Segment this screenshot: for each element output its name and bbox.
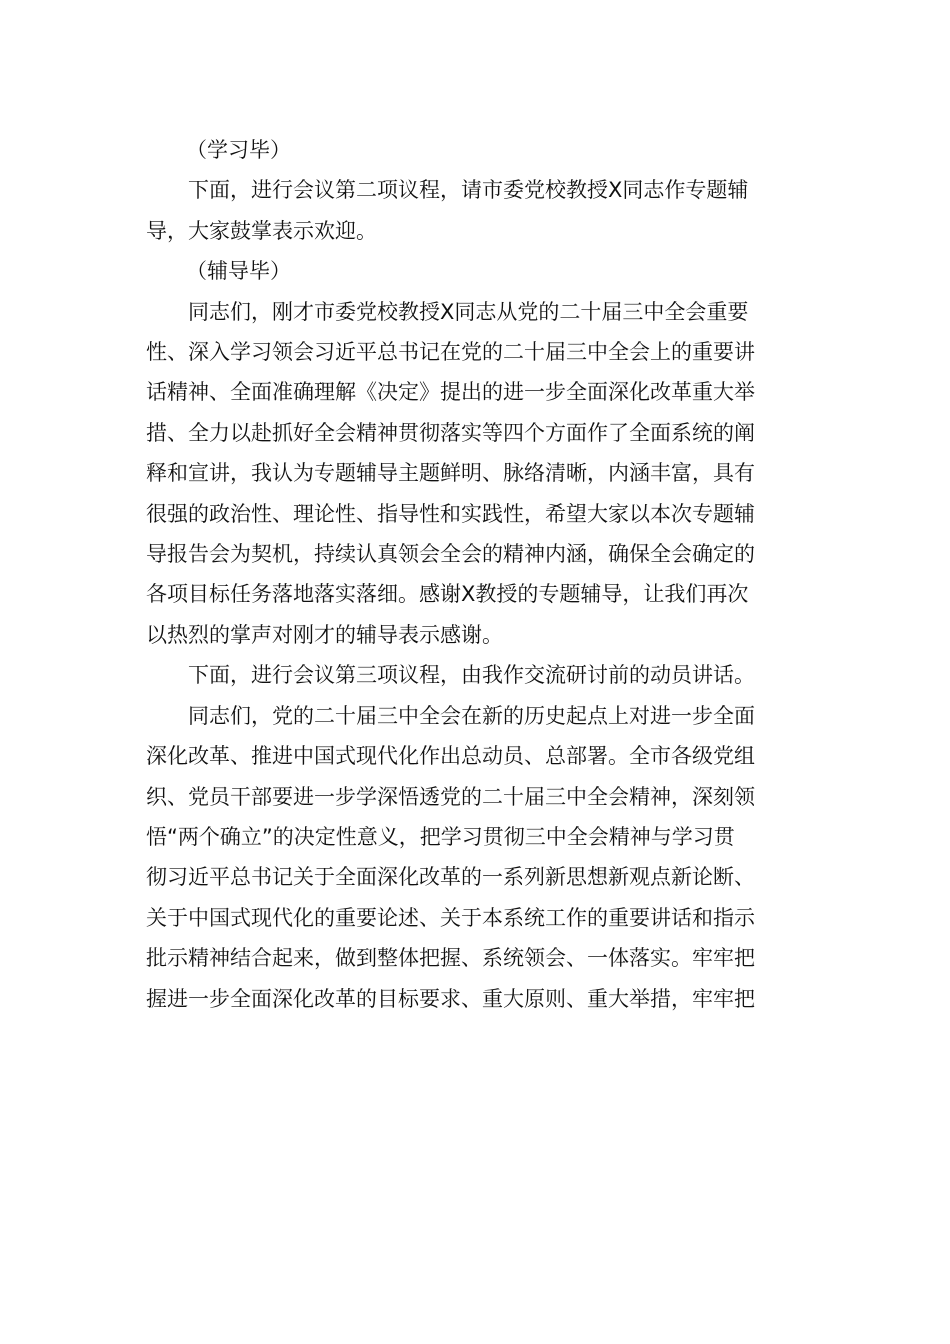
text-line: 很强的政治性、理论性、指导性和实践性，希望大家以本次专题辅 [146,501,755,526]
text-line: 深化改革、推进中国式现代化作出总动员、总部署。全市各级党组 [146,744,755,769]
text-line: 各项目标任务落地落实落细。感谢X教授的专题辅导，让我们再次 [146,582,749,607]
text-line: 措、全力以赴抓好全会精神贯彻落实等四个方面作了全面系统的阐 [146,420,755,445]
paragraph-agenda-item-three [146,655,808,695]
note-study-finished [146,130,808,170]
note-text: （学习毕） [186,138,291,162]
text-line: 导报告会为契机，持续认真领会全会的精神内涵，确保全会确定的 [146,542,755,567]
text-line: 性、深入学习领会习近平总书记在党的二十届三中全会上的重要讲 [146,340,755,365]
text-line: 关于中国式现代化的重要论述、关于本系统工作的重要讲话和指示 [146,905,755,930]
text-line: 下面，进行会议第三项议程，由我作交流研讨前的动员讲话。 [188,663,755,688]
document-body [146,130,808,1019]
text-line: 导，大家鼓掌表示欢迎。 [146,218,377,243]
text-line: 下面，进行会议第二项议程，请市委党校教授X同志作专题辅 [188,178,749,203]
text-line: 彻习近平总书记关于全面深化改革的一系列新思想新观点新论断、 [146,865,755,890]
paragraph-agenda-item-two [146,170,808,251]
paragraph-mobilization-speech [146,696,808,1019]
text-line: 释和宣讲，我认为专题辅导主题鲜明、脉络清晰，内涵丰富，具有 [146,461,755,486]
text-line: 以热烈的掌声对刚才的辅导表示感谢。 [146,622,503,647]
text-line: 握进一步全面深化改革的目标要求、重大原则、重大举措，牢牢把 [146,986,755,1011]
text-line: 话精神、全面准确理解《决定》提出的进一步全面深化改革重大举 [146,380,755,405]
text-line: 批示精神结合起来，做到整体把握、系统领会、一体落实。牢牢把 [146,946,755,971]
paragraph-lecture-summary [146,292,808,656]
note-lecture-finished [146,251,808,291]
note-text: （辅导毕） [186,259,291,284]
text-line: 悟“两个确立”的决定性意义，把学习贯彻三中全会精神与学习贯 [146,824,735,849]
text-line: 同志们，党的二十届三中全会在新的历史起点上对进一步全面 [188,703,755,728]
text-line: 同志们，刚才市委党校教授X同志从党的二十届三中全会重要 [188,299,749,324]
text-line: 织、党员干部要进一步学深悟透党的二十届三中全会精神，深刻领 [146,784,755,809]
